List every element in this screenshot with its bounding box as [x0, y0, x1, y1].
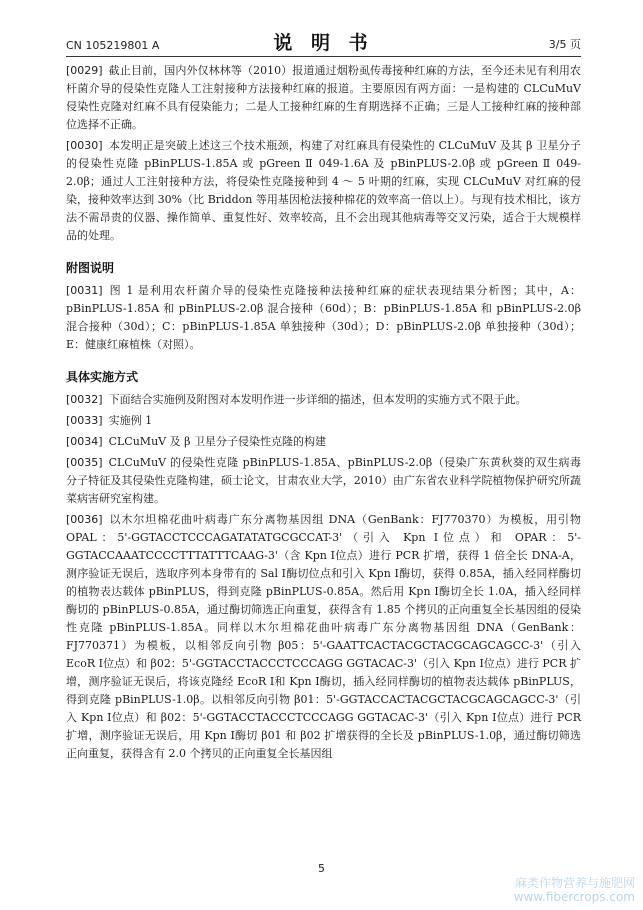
paragraph-number: [0036] [66, 513, 103, 526]
paragraph-text: 本发明正是突破上述这三个技术瓶颈，构建了对红麻具有侵染性的 CLCuMuV 及其 β 卫星分子的侵染性克隆 pBinPLUS-1.85A 或 pGreen Ⅱ 049-1.6A 及 pBinPLUS-2.0β 或 pGreen Ⅱ 049-2.0β；通过人工注射接种方法，将侵染性克隆接种到 4 ～ 5 叶期的红麻，实现 CLCuMuV 对红麻的侵染，接种效率达到 30%（比 Briddon 等用基因枪法接种棉花的效率高一倍以上）。与现有技术相比，该方法不需昂贵的仪器、操作简单、重复性好、效率较高，且不会出现其他病毒等交叉污染，适合于大规模样品的处理。 [66, 139, 581, 242]
paragraph-text: 以木尔坦棉花曲叶病毒广东分离物基因组 DNA（GenBank：FJ770370）为模板，用引物 OPAL：5'-GGTACCTCCCAGATATATGCGCCAT-3'（引入 Kpn Ⅰ位点）和 OPAR：5'-GGTACCAAATCCCCTTTATTTCAAG-3'（含 Kpn Ⅰ位点）进行 PCR 扩增，获得 1 倍全长 DNA-A，测序验证无误后，选取序列本身带有的 Sal Ⅰ酶切位点和引入 Kpn Ⅰ酶切，获得 0.85A，插入经同样酶切的植物表达载体 pBinPLUS，得到克隆 pBinPLUS-0.85A。然后用 Kpn Ⅰ酶切全长 1.0A，插入经同样酶切的 pBinPLUS-0.85A，通过酶切筛选正向重复，获得含有 1.85 个拷贝的正向重复全长基因组的侵染性克隆 pBinPLUS-1.85A。同样以木尔坦棉花曲叶病毒广东分离物基因组 DNA（GenBank：FJ770371）为模板，以相邻反向引物 β05：5'-GAATTCACTACGCTACGCAGCAGCC-3'（引入 EcoR Ⅰ位点）和 β02：5'-GGTACCTACCCTCCCAGG GGTACAC-3'（引入 Kpn Ⅰ位点）进行 PCR 扩增，测序验证无误后，将该克隆经 EcoR Ⅰ和 Kpn Ⅰ酶切，插入经同样酶切的植物表达载体 pBinPLUS，得到克隆 pBinPLUS-1.0β。以相邻反向引物 β01：5'-GGTACCACTACGCTACGCAGCAGCC-3'（引入 Kpn Ⅰ位点）和 β02：5'-GGTACCTACCCTCCCAGG GGTACAC-3'（引入 Kpn Ⅰ位点）进行 PCR 扩增，测序验证无误后，用 Kpn Ⅰ酶切 β01 和 β02 扩增获得的全长及 pBinPLUS-1.0β，通过酶切筛选正向重复，获得含有 2.0 个拷贝的正向重复全长基因组 [66, 513, 581, 760]
paragraph-number: [0031] [66, 284, 103, 297]
paragraph-number: [0033] [66, 414, 103, 427]
paragraph-text: CLCuMuV 的侵染性克隆 pBinPLUS-1.85A、pBinPLUS-2.0β（侵染广东黄秋葵的双生病毒分子特征及其侵染性克隆构建，硕士论文，甘肃农业大学，2010）由广东省农业科学院植物保护研究所蔬菜病害研究室构建。 [66, 456, 581, 505]
paragraph-text: 下面结合实施例及附图对本发明作进一步详细的描述，但本发明的实施方式不限于此。 [108, 393, 527, 406]
paragraph-0035 [66, 454, 581, 508]
paragraph-0032 [66, 391, 581, 409]
paragraph-text: CLCuMuV 及 β 卫星分子侵染性克隆的构建 [108, 435, 326, 448]
paragraph-number: [0034] [66, 435, 103, 448]
page-number: 5 [318, 862, 325, 875]
section-title-embodiments: 具体实施方式 [66, 370, 139, 384]
site-watermark [514, 876, 635, 904]
paragraph-0034 [66, 433, 581, 451]
paragraph-number: [0035] [66, 456, 103, 469]
paragraph-text: 图 1 是利用农杆菌介导的侵染性克隆接种法接种红麻的症状表现结果分析图；其中，A：pBinPLUS-1.85A 和 pBinPLUS-2.0β 混合接种（60d）；B：pBinPLUS-1.85A 和 pBinPLUS-2.0β 混合接种（30d）；C：pBinPLUS-1.85A 单独接种（30d）；D：pBinPLUS-2.0β 单独接种（30d）；E：健康红麻植株（对照）。 [66, 284, 581, 351]
watermark-url: www.fibercrops.com [513, 890, 635, 904]
paragraph-number: [0029] [66, 64, 103, 77]
paragraph-text: 实施例 1 [108, 414, 153, 427]
paragraph-number: [0030] [66, 139, 103, 152]
paragraph-0033 [66, 412, 581, 430]
page-indicator: 3/5 页 [548, 38, 581, 51]
paragraph-0036 [66, 511, 581, 763]
publication-number: CN 105219801 A [66, 39, 160, 52]
document-title: 说 明 书 [273, 32, 374, 54]
watermark-site-name: 麻类作物营养与施肥网 [514, 876, 635, 890]
paragraph-number: [0032] [66, 393, 103, 406]
paragraph-0029 [66, 62, 581, 134]
section-title-figures: 附图说明 [66, 261, 115, 275]
paragraph-0030 [66, 137, 581, 245]
paragraph-text: 截止目前，国内外仅林林等（2010）报道通过烟粉虱传毒接种红麻的方法，至今还未见有利用农杆菌介导的侵染性克隆人工注射接种方法接种红麻的报道。主要原因有两方面：一是构建的 CLCuMuV 侵染性克隆对红麻不具有侵染能力；二是人工接种红麻的生育期选择不正确；三是人工接种红麻的接种部位选择不正确。 [66, 64, 581, 131]
paragraph-0031 [66, 282, 581, 354]
page-body [66, 62, 581, 766]
page-header [66, 28, 581, 57]
